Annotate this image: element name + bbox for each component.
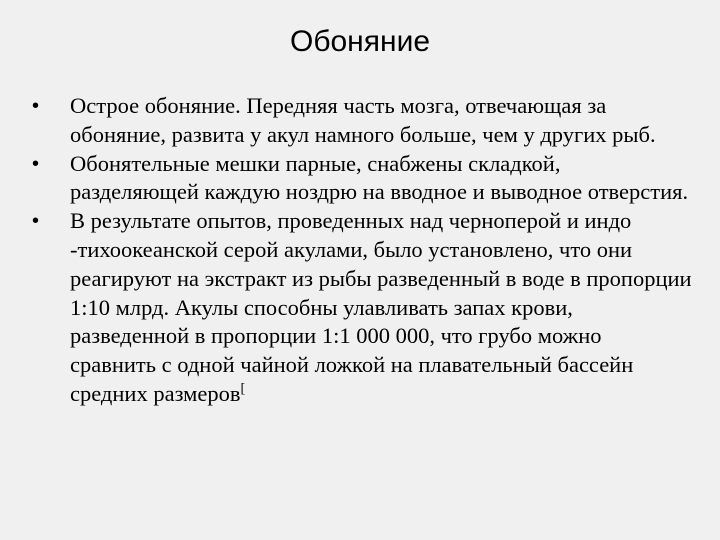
bullet-text: В результате опытов, проведенных над черноперой и индо -тихоокеанской серой акулами, было установлено, что они реагируют на экстракт из рыбы разведенный в воде в пропорции 1:10 млрд. Акулы способны улавливать запах крови, разведенной в пропорции 1:1 000 000, что грубо можно сравнить с одной чайной ложкой на плавательный бассейн средних размеров — [70, 208, 692, 406]
bullet-text: Обонятельные мешки парные, снабжены складкой, разделяющей каждую ноздрю на вводное и выводное отверстия. — [70, 150, 689, 205]
bullet-item-1 — [32, 92, 692, 150]
bullet-list — [32, 92, 692, 409]
bullet-text: Острое обоняние. Передняя часть мозга, отвечающая за обоняние, развита у акул намного больше, чем у других рыб. — [70, 93, 656, 147]
bullet-icon: • — [32, 210, 40, 233]
slide-title: Обоняние — [289, 25, 431, 58]
bullet-item-3 — [32, 207, 692, 409]
bullet-item-2 — [32, 150, 692, 208]
reference-link[interactable]: [ — [240, 381, 246, 397]
bullet-icon: • — [32, 95, 40, 117]
bullet-icon: • — [32, 152, 40, 175]
